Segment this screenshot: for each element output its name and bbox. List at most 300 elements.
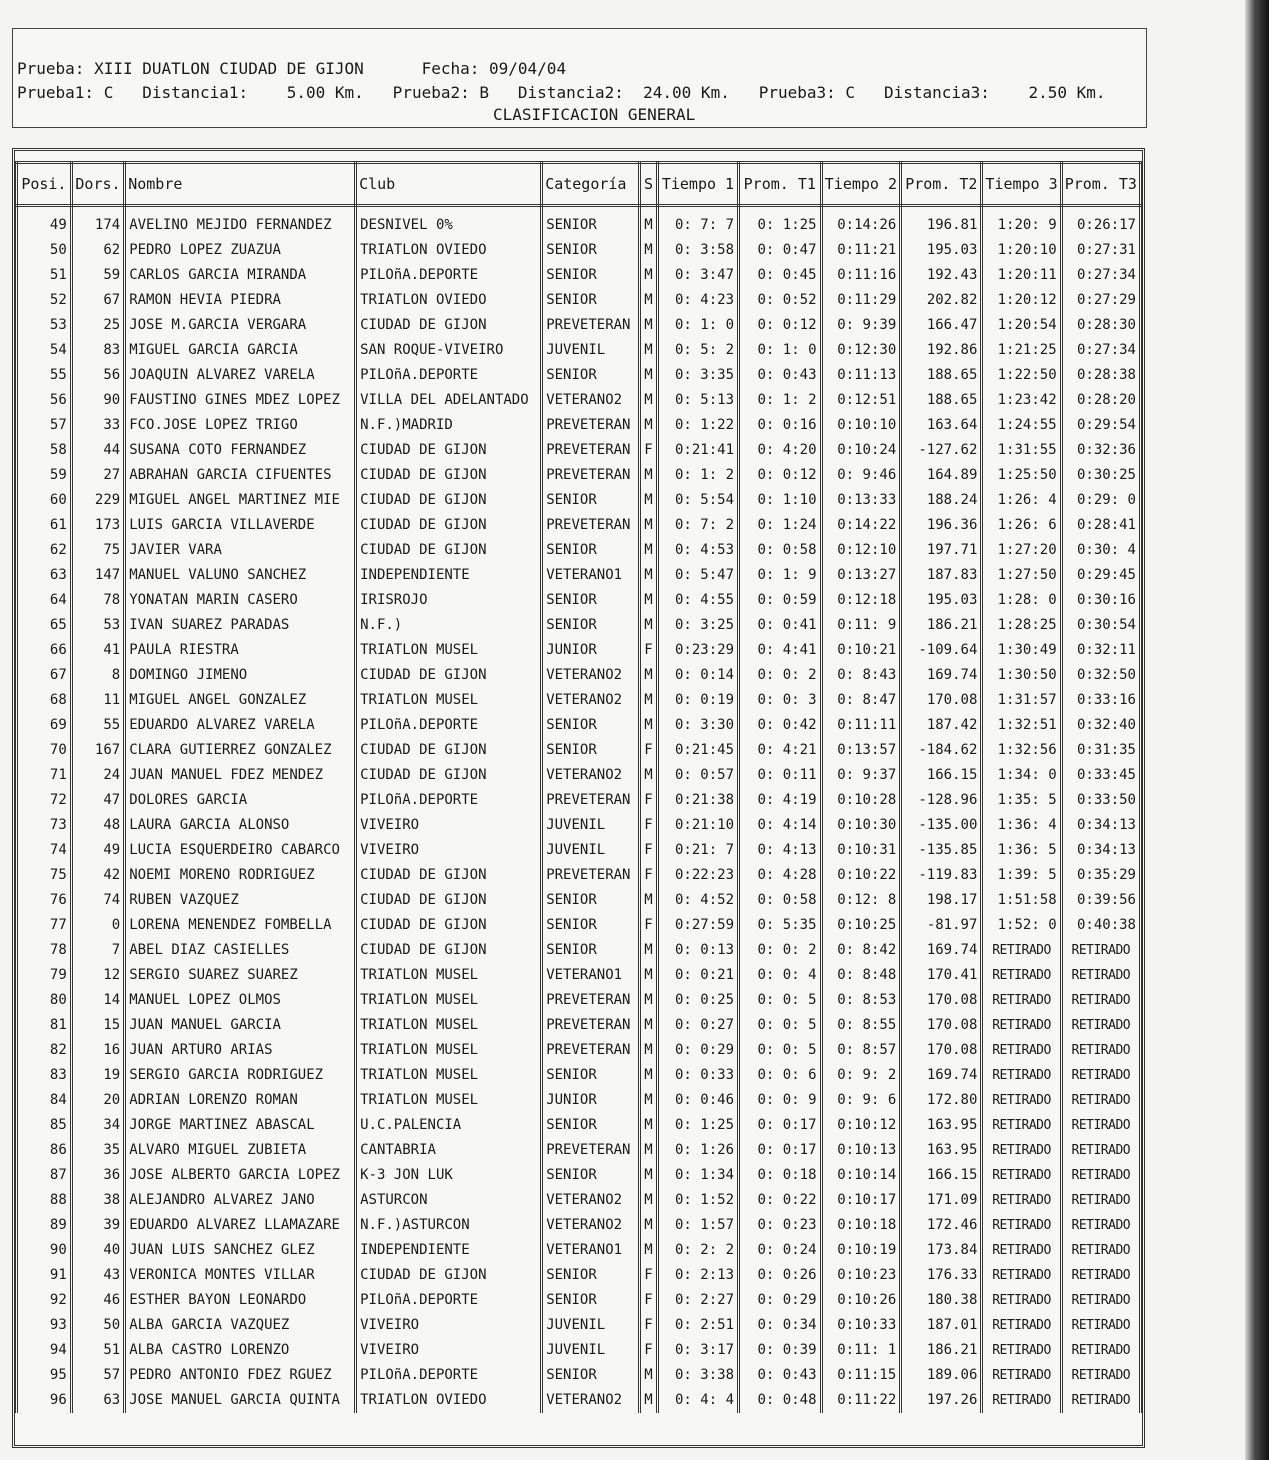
col-tiempo1-cell: 0: 2: 2 xyxy=(657,1238,738,1263)
table-row xyxy=(17,463,1141,488)
col-tiempo1-cell: 0: 0:29 xyxy=(657,1038,738,1063)
col-nombre-cell: CLARA GUTIERREZ GONZALEZ xyxy=(125,738,356,763)
table-row xyxy=(17,638,1141,663)
col-categoria-cell: SENIOR xyxy=(542,1263,640,1288)
col-tiempo2-cell: 0:12:51 xyxy=(821,388,901,413)
col-prom-t2-cell: 170.08 xyxy=(901,1038,982,1063)
col-prom-t2-cell: 189.06 xyxy=(901,1363,982,1388)
col-nombre-cell: LUCIA ESQUERDEIRO CABARCO xyxy=(125,838,356,863)
col-tiempo3-cell: 1:20: 9 xyxy=(982,206,1061,239)
col-tiempo3-cell: 1:28:25 xyxy=(982,613,1061,638)
col-categoria-cell: PREVETERAN xyxy=(542,513,640,538)
col-club-cell: PILOñA.DEPORTE xyxy=(356,1363,542,1388)
col-dorsal-cell: 147 xyxy=(71,563,124,588)
col-posicion-cell: 91 xyxy=(17,1263,72,1288)
col-prom-t3-cell: 0:30:25 xyxy=(1061,463,1140,488)
col-categoria-cell: SENIOR xyxy=(542,363,640,388)
col-dorsal-cell: 33 xyxy=(71,413,124,438)
col-tiempo1-cell: 0: 5: 2 xyxy=(657,338,738,363)
col-dorsal-cell: 78 xyxy=(71,588,124,613)
col-tiempo3-cell: 1:31:55 xyxy=(982,438,1061,463)
col-dorsal-cell: 47 xyxy=(71,788,124,813)
col-tiempo2-cell: 0:11:15 xyxy=(821,1363,901,1388)
table-row xyxy=(17,888,1141,913)
col-categoria-cell: JUVENIL xyxy=(542,338,640,363)
table-row xyxy=(17,563,1141,588)
col-club-cell: N.F.) xyxy=(356,613,542,638)
col-sexo-cell: M xyxy=(640,388,658,413)
col-prom-t2-cell: 173.84 xyxy=(901,1238,982,1263)
col-categoria-cell: PREVETERAN xyxy=(542,1013,640,1038)
col-tiempo1-cell: 0: 5:13 xyxy=(657,388,738,413)
col-club-cell: CIUDAD DE GIJON xyxy=(356,863,542,888)
col-club-cell: PILOñA.DEPORTE xyxy=(356,263,542,288)
col-dorsal-cell: 56 xyxy=(71,363,124,388)
col-tiempo1-cell: 0: 0:57 xyxy=(657,763,738,788)
col-sexo-cell: M xyxy=(640,1113,658,1138)
col-prom-t1-cell: 0: 0:59 xyxy=(739,588,822,613)
col-club-cell: PILOñA.DEPORTE xyxy=(356,1288,542,1313)
col-nombre-cell: ALBA GARCIA VAZQUEZ xyxy=(125,1313,356,1338)
col-categoria-cell: VETERANO1 xyxy=(542,963,640,988)
col-club-cell: CIUDAD DE GIJON xyxy=(356,938,542,963)
col-nombre-cell: CARLOS GARCIA MIRANDA xyxy=(125,263,356,288)
col-categoria-cell: SENIOR xyxy=(542,238,640,263)
col-tiempo2-cell: 0: 9:37 xyxy=(821,763,901,788)
col-tiempo3-cell: RETIRADO xyxy=(982,1288,1061,1313)
col-sexo-cell: M xyxy=(640,1388,658,1413)
col-nombre-cell: MANUEL VALUNO SANCHEZ xyxy=(125,563,356,588)
col-prom-t2-cell: -135.85 xyxy=(901,838,982,863)
col-nombre-cell: ABRAHAN GARCIA CIFUENTES xyxy=(125,463,356,488)
col-prom-t1-cell: 0: 1: 0 xyxy=(739,338,822,363)
col-prom-t1-cell: 0: 1: 9 xyxy=(739,563,822,588)
col-prom-t3-cell: 0:33:16 xyxy=(1061,688,1140,713)
table-row xyxy=(17,713,1141,738)
table-row xyxy=(17,288,1141,313)
col-prom-t1-cell: 0: 0:23 xyxy=(739,1213,822,1238)
col-prom-t3-cell: RETIRADO xyxy=(1061,1088,1140,1113)
col-tiempo3-cell: RETIRADO xyxy=(982,1013,1061,1038)
col-tiempo2-cell: 0: 8:55 xyxy=(821,1013,901,1038)
col-tiempo3-cell: RETIRADO xyxy=(982,1188,1061,1213)
table-row xyxy=(17,1013,1141,1038)
col-tiempo2-cell: 0: 8:43 xyxy=(821,663,901,688)
col-tiempo1-cell: 0: 2:27 xyxy=(657,1288,738,1313)
col-sexo-cell: M xyxy=(640,588,658,613)
classification-title: CLASIFICACION GENERAL xyxy=(493,105,696,124)
col-nombre-cell: JOAQUIN ALVAREZ VARELA xyxy=(125,363,356,388)
col-prom-t2-cell: 176.33 xyxy=(901,1263,982,1288)
col-nombre-cell: JAVIER VARA xyxy=(125,538,356,563)
table-row xyxy=(17,438,1141,463)
col-tiempo3-cell: RETIRADO xyxy=(982,1163,1061,1188)
table-row xyxy=(17,538,1141,563)
col-sexo-cell: M xyxy=(640,413,658,438)
col-posicion-cell: 62 xyxy=(17,538,72,563)
col-prom-t2-cell: 195.03 xyxy=(901,588,982,613)
col-tiempo1-cell: 0: 4:53 xyxy=(657,538,738,563)
col-club-cell: TRIATLON OVIEDO xyxy=(356,1388,542,1413)
col-prom-t3-cell: RETIRADO xyxy=(1061,963,1140,988)
col-prom-t3-cell: RETIRADO xyxy=(1061,1138,1140,1163)
col-club-cell: DESNIVEL 0% xyxy=(356,206,542,239)
col-nombre-cell: MANUEL LOPEZ OLMOS xyxy=(125,988,356,1013)
col-posicion-cell: 90 xyxy=(17,1238,72,1263)
col-tiempo1-cell: 0: 0:14 xyxy=(657,663,738,688)
col-tiempo1-cell: 0: 5:47 xyxy=(657,563,738,588)
col-prom-t1-cell: 0: 0: 9 xyxy=(739,1088,822,1113)
col-prom-t2-cell: 166.15 xyxy=(901,1163,982,1188)
col-prom-t2-cell: 163.95 xyxy=(901,1113,982,1138)
col-club-cell: CIUDAD DE GIJON xyxy=(356,513,542,538)
col-tiempo2-cell: 0:10:33 xyxy=(821,1313,901,1338)
col-prom-t1-cell: 0: 0: 3 xyxy=(739,688,822,713)
col-prom-t1-cell: 0: 0: 5 xyxy=(739,1013,822,1038)
col-prom-t1-cell: 0: 0:43 xyxy=(739,1363,822,1388)
col-posicion-cell: 89 xyxy=(17,1213,72,1238)
col-posicion-cell: 75 xyxy=(17,863,72,888)
col-tiempo2-cell: 0:12:10 xyxy=(821,538,901,563)
col-prom-t1-cell: 0: 0:24 xyxy=(739,1238,822,1263)
race-info-header xyxy=(12,28,1147,128)
col-categoria-cell: SENIOR xyxy=(542,713,640,738)
col-categoria-cell: PREVETERAN xyxy=(542,313,640,338)
col-sexo-cell: F xyxy=(640,838,658,863)
col-categoria-cell: VETERANO2 xyxy=(542,763,640,788)
col-nombre-cell: ALVARO MIGUEL ZUBIETA xyxy=(125,1138,356,1163)
col-categoria-cell: VETERANO2 xyxy=(542,1213,640,1238)
col-prom-t3-cell: 0:29:45 xyxy=(1061,563,1140,588)
col-prom-t2-cell: 192.86 xyxy=(901,338,982,363)
col-categoria-cell: SENIOR xyxy=(542,1363,640,1388)
col-prom-t2-cell: 198.17 xyxy=(901,888,982,913)
col-dorsal-cell: 74 xyxy=(71,888,124,913)
col-club-cell: CIUDAD DE GIJON xyxy=(356,738,542,763)
col-dorsal-cell: 75 xyxy=(71,538,124,563)
col-posicion-cell: 78 xyxy=(17,938,72,963)
col-posicion-cell: 92 xyxy=(17,1288,72,1313)
col-tiempo3-cell: 1:30:49 xyxy=(982,638,1061,663)
col-dorsal-cell: 167 xyxy=(71,738,124,763)
table-row xyxy=(17,513,1141,538)
col-prom-t2-cell: -109.64 xyxy=(901,638,982,663)
col-prom-t3-cell: 0:27:34 xyxy=(1061,338,1140,363)
col-prom-t2-cell: 170.08 xyxy=(901,1013,982,1038)
col-posicion-cell: 68 xyxy=(17,688,72,713)
col-prom-t1-cell: 0: 0:12 xyxy=(739,313,822,338)
col-posicion-cell: 63 xyxy=(17,563,72,588)
col-tiempo2-cell: 0:10:25 xyxy=(821,913,901,938)
col-tiempo2-cell: 0:10:14 xyxy=(821,1163,901,1188)
col-tiempo2-cell: 0:10:23 xyxy=(821,1263,901,1288)
col-prom-t2-cell: 202.82 xyxy=(901,288,982,313)
col-tiempo3-cell: 1:26: 4 xyxy=(982,488,1061,513)
col-dorsal-cell: 16 xyxy=(71,1038,124,1063)
col-posicion-cell: 72 xyxy=(17,788,72,813)
col-prom-t2-cell: 197.71 xyxy=(901,538,982,563)
col-posicion-cell: 56 xyxy=(17,388,72,413)
col-prom-t3-cell: RETIRADO xyxy=(1061,1313,1140,1338)
col-prom-t3-header: Prom. T3 xyxy=(1061,163,1140,206)
col-tiempo2-cell: 0:10:12 xyxy=(821,1113,901,1138)
col-tiempo3-cell: 1:36: 5 xyxy=(982,838,1061,863)
col-tiempo1-cell: 0: 7: 2 xyxy=(657,513,738,538)
col-tiempo2-cell: 0:10:19 xyxy=(821,1238,901,1263)
col-tiempo2-cell: 0:11: 1 xyxy=(821,1338,901,1363)
col-dorsal-cell: 38 xyxy=(71,1188,124,1213)
table-row xyxy=(17,938,1141,963)
col-tiempo3-cell: RETIRADO xyxy=(982,1363,1061,1388)
table-row xyxy=(17,1163,1141,1188)
col-tiempo1-cell: 0: 7: 7 xyxy=(657,206,738,239)
col-categoria-cell: JUNIOR xyxy=(542,638,640,663)
col-prom-t1-cell: 0: 0: 2 xyxy=(739,663,822,688)
col-prom-t1-cell: 0: 0: 6 xyxy=(739,1063,822,1088)
table-row xyxy=(17,338,1141,363)
col-tiempo2-cell: 0:11: 9 xyxy=(821,613,901,638)
col-categoria-cell: JUVENIL xyxy=(542,1338,640,1363)
table-row xyxy=(17,863,1141,888)
table-row xyxy=(17,1363,1141,1388)
col-categoria-cell: JUVENIL xyxy=(542,838,640,863)
col-prom-t1-cell: 0: 1:25 xyxy=(739,206,822,239)
col-prom-t1-cell: 0: 0:22 xyxy=(739,1188,822,1213)
col-nombre-cell: JUAN MANUEL GARCIA xyxy=(125,1013,356,1038)
col-prom-t1-cell: 0: 0: 5 xyxy=(739,988,822,1013)
col-sexo-cell: M xyxy=(640,1213,658,1238)
col-sexo-cell: M xyxy=(640,688,658,713)
col-sexo-cell: F xyxy=(640,788,658,813)
col-prom-t2-cell: 166.15 xyxy=(901,763,982,788)
col-prom-t3-cell: 0:28:30 xyxy=(1061,313,1140,338)
col-tiempo2-cell: 0:10:21 xyxy=(821,638,901,663)
col-sexo-cell: F xyxy=(640,1313,658,1338)
col-posicion-cell: 70 xyxy=(17,738,72,763)
col-prom-t1-cell: 0: 0:12 xyxy=(739,463,822,488)
col-prom-t1-cell: 0: 4:21 xyxy=(739,738,822,763)
col-prom-t2-cell: 170.08 xyxy=(901,688,982,713)
col-sexo-cell: M xyxy=(640,1188,658,1213)
col-sexo-cell: M xyxy=(640,313,658,338)
col-prom-t2-cell: -127.62 xyxy=(901,438,982,463)
col-prom-t2-cell: -119.83 xyxy=(901,863,982,888)
col-club-cell: TRIATLON OVIEDO xyxy=(356,288,542,313)
col-tiempo3-cell: 1:51:58 xyxy=(982,888,1061,913)
col-prom-t2-cell: 192.43 xyxy=(901,263,982,288)
col-tiempo2-cell: 0: 9:46 xyxy=(821,463,901,488)
col-prom-t3-cell: 0:28:20 xyxy=(1061,388,1140,413)
col-categoria-cell: SENIOR xyxy=(542,1063,640,1088)
col-dorsal-cell: 20 xyxy=(71,1088,124,1113)
col-dorsal-cell: 90 xyxy=(71,388,124,413)
col-sexo-cell: M xyxy=(640,488,658,513)
col-dorsal-cell: 62 xyxy=(71,238,124,263)
col-sexo-cell: M xyxy=(640,463,658,488)
col-prom-t3-cell: 0:27:31 xyxy=(1061,238,1140,263)
col-tiempo3-cell: RETIRADO xyxy=(982,1088,1061,1113)
col-nombre-cell: FCO.JOSE LOPEZ TRIGO xyxy=(125,413,356,438)
col-posicion-cell: 52 xyxy=(17,288,72,313)
col-sexo-cell: M xyxy=(640,1063,658,1088)
col-tiempo3-cell: 1:27:20 xyxy=(982,538,1061,563)
col-posicion-cell: 60 xyxy=(17,488,72,513)
col-club-cell: INDEPENDIENTE xyxy=(356,563,542,588)
col-categoria-header: Categoría xyxy=(542,163,640,206)
col-prom-t3-cell: RETIRADO xyxy=(1061,1363,1140,1388)
col-posicion-cell: 95 xyxy=(17,1363,72,1388)
col-posicion-cell: 76 xyxy=(17,888,72,913)
col-club-cell: TRIATLON MUSEL xyxy=(356,1063,542,1088)
col-prom-t1-cell: 0: 0:58 xyxy=(739,888,822,913)
col-club-cell: CIUDAD DE GIJON xyxy=(356,488,542,513)
col-dorsal-cell: 12 xyxy=(71,963,124,988)
col-prom-t1-cell: 0: 1: 2 xyxy=(739,388,822,413)
col-tiempo2-cell: 0:10:10 xyxy=(821,413,901,438)
col-posicion-cell: 86 xyxy=(17,1138,72,1163)
col-dorsal-cell: 34 xyxy=(71,1113,124,1138)
col-tiempo3-cell: 1:52: 0 xyxy=(982,913,1061,938)
col-tiempo2-cell: 0: 8:53 xyxy=(821,988,901,1013)
col-prom-t3-cell: 0:29:54 xyxy=(1061,413,1140,438)
col-nombre-cell: JOSE MANUEL GARCIA QUINTA xyxy=(125,1388,356,1413)
col-tiempo2-cell: 0:10:13 xyxy=(821,1138,901,1163)
table-row xyxy=(17,1313,1141,1338)
col-prom-t3-cell: 0:32:11 xyxy=(1061,638,1140,663)
col-club-cell: PILOñA.DEPORTE xyxy=(356,363,542,388)
col-tiempo3-cell: 1:20:54 xyxy=(982,313,1061,338)
col-sexo-cell: M xyxy=(640,1238,658,1263)
col-tiempo1-cell: 0: 4:55 xyxy=(657,588,738,613)
col-dorsal-cell: 59 xyxy=(71,263,124,288)
table-row xyxy=(17,413,1141,438)
col-prom-t1-cell: 0: 0:17 xyxy=(739,1113,822,1138)
col-tiempo1-cell: 0: 4:52 xyxy=(657,888,738,913)
col-prom-t1-cell: 0: 0:52 xyxy=(739,288,822,313)
col-prom-t2-cell: 180.38 xyxy=(901,1288,982,1313)
col-dorsal-cell: 55 xyxy=(71,713,124,738)
col-prom-t1-cell: 0: 4:19 xyxy=(739,788,822,813)
col-tiempo2-cell: 0:11:11 xyxy=(821,713,901,738)
col-tiempo3-cell: RETIRADO xyxy=(982,988,1061,1013)
col-prom-t3-cell: 0:27:34 xyxy=(1061,263,1140,288)
col-sexo-cell: M xyxy=(640,1138,658,1163)
col-dorsal-cell: 15 xyxy=(71,1013,124,1038)
col-prom-t1-cell: 0: 4:13 xyxy=(739,838,822,863)
col-prom-t3-cell: RETIRADO xyxy=(1061,1213,1140,1238)
col-sexo-cell: M xyxy=(640,288,658,313)
col-sexo-cell: M xyxy=(640,1013,658,1038)
col-club-cell: VIVEIRO xyxy=(356,813,542,838)
col-prom-t3-cell: RETIRADO xyxy=(1061,1238,1140,1263)
col-club-cell: U.C.PALENCIA xyxy=(356,1113,542,1138)
col-prom-t1-cell: 0: 0: 5 xyxy=(739,1038,822,1063)
col-tiempo3-cell: 1:32:56 xyxy=(982,738,1061,763)
col-club-cell: N.F.)MADRID xyxy=(356,413,542,438)
table-row xyxy=(17,1213,1141,1238)
col-nombre-cell: LAURA GARCIA ALONSO xyxy=(125,813,356,838)
col-tiempo1-cell: 0:21:38 xyxy=(657,788,738,813)
col-sexo-cell: M xyxy=(640,1088,658,1113)
col-posicion-cell: 93 xyxy=(17,1313,72,1338)
table-row xyxy=(17,688,1141,713)
table-row xyxy=(17,813,1141,838)
col-nombre-cell: ADRIAN LORENZO ROMAN xyxy=(125,1088,356,1113)
col-tiempo3-cell: RETIRADO xyxy=(982,1388,1061,1413)
col-dorsal-cell: 63 xyxy=(71,1388,124,1413)
col-prom-t1-cell: 0: 0: 4 xyxy=(739,963,822,988)
col-prom-t1-cell: 0: 0:17 xyxy=(739,1138,822,1163)
col-club-cell: CIUDAD DE GIJON xyxy=(356,313,542,338)
table-row xyxy=(17,588,1141,613)
col-nombre-cell: ALEJANDRO ALVAREZ JANO xyxy=(125,1188,356,1213)
col-nombre-cell: JORGE MARTINEZ ABASCAL xyxy=(125,1113,356,1138)
col-posicion-cell: 83 xyxy=(17,1063,72,1088)
col-club-cell: ASTURCON xyxy=(356,1188,542,1213)
col-prom-t2-cell: 196.36 xyxy=(901,513,982,538)
col-dorsal-cell: 53 xyxy=(71,613,124,638)
table-row xyxy=(17,1113,1141,1138)
col-tiempo3-cell: RETIRADO xyxy=(982,1038,1061,1063)
col-tiempo3-cell: RETIRADO xyxy=(982,938,1061,963)
table-row xyxy=(17,363,1141,388)
col-categoria-cell: PREVETERAN xyxy=(542,863,640,888)
col-tiempo3-cell: RETIRADO xyxy=(982,1238,1061,1263)
col-tiempo1-cell: 0: 0:13 xyxy=(657,938,738,963)
col-sexo-cell: M xyxy=(640,963,658,988)
col-tiempo3-cell: 1:27:50 xyxy=(982,563,1061,588)
col-categoria-cell: SENIOR xyxy=(542,913,640,938)
col-tiempo3-header: Tiempo 3 xyxy=(982,163,1061,206)
col-prom-t3-cell: 0:27:29 xyxy=(1061,288,1140,313)
col-tiempo1-cell: 0: 5:54 xyxy=(657,488,738,513)
col-tiempo2-cell: 0:10:26 xyxy=(821,1288,901,1313)
col-tiempo2-header: Tiempo 2 xyxy=(821,163,901,206)
table-row xyxy=(17,1238,1141,1263)
col-club-cell: CANTABRIA xyxy=(356,1138,542,1163)
col-posicion-cell: 55 xyxy=(17,363,72,388)
col-tiempo2-cell: 0: 8:42 xyxy=(821,938,901,963)
col-prom-t3-cell: 0:33:50 xyxy=(1061,788,1140,813)
col-prom-t1-cell: 0: 4:28 xyxy=(739,863,822,888)
col-club-cell: VILLA DEL ADELANTADO xyxy=(356,388,542,413)
col-prom-t2-cell: 169.74 xyxy=(901,663,982,688)
col-tiempo3-cell: 1:21:25 xyxy=(982,338,1061,363)
col-prom-t1-cell: 0: 0:45 xyxy=(739,263,822,288)
col-tiempo1-cell: 0: 1:52 xyxy=(657,1188,738,1213)
table-row xyxy=(17,788,1141,813)
col-nombre-cell: YONATAN MARIN CASERO xyxy=(125,588,356,613)
col-tiempo1-cell: 0:27:59 xyxy=(657,913,738,938)
col-dorsal-cell: 49 xyxy=(71,838,124,863)
col-prom-t2-cell: 163.64 xyxy=(901,413,982,438)
col-prom-t3-cell: 0:35:29 xyxy=(1061,863,1140,888)
col-prom-t1-cell: 0: 0:34 xyxy=(739,1313,822,1338)
col-dorsal-cell: 43 xyxy=(71,1263,124,1288)
col-tiempo1-cell: 0: 0:33 xyxy=(657,1063,738,1088)
col-prom-t2-cell: 169.74 xyxy=(901,938,982,963)
col-prom-t2-cell: 187.83 xyxy=(901,563,982,588)
col-prom-t3-cell: 0:31:35 xyxy=(1061,738,1140,763)
col-nombre-cell: LORENA MENENDEZ FOMBELLA xyxy=(125,913,356,938)
col-tiempo3-cell: 1:28: 0 xyxy=(982,588,1061,613)
col-prom-t2-cell: 172.46 xyxy=(901,1213,982,1238)
col-club-cell: VIVEIRO xyxy=(356,1338,542,1363)
col-tiempo2-cell: 0:12: 8 xyxy=(821,888,901,913)
col-prom-t2-cell: 166.47 xyxy=(901,313,982,338)
col-prom-t3-cell: RETIRADO xyxy=(1061,1263,1140,1288)
race-title-line: Prueba: XIII DUATLON CIUDAD DE GIJON Fecha: 09/04/04 xyxy=(17,59,567,78)
